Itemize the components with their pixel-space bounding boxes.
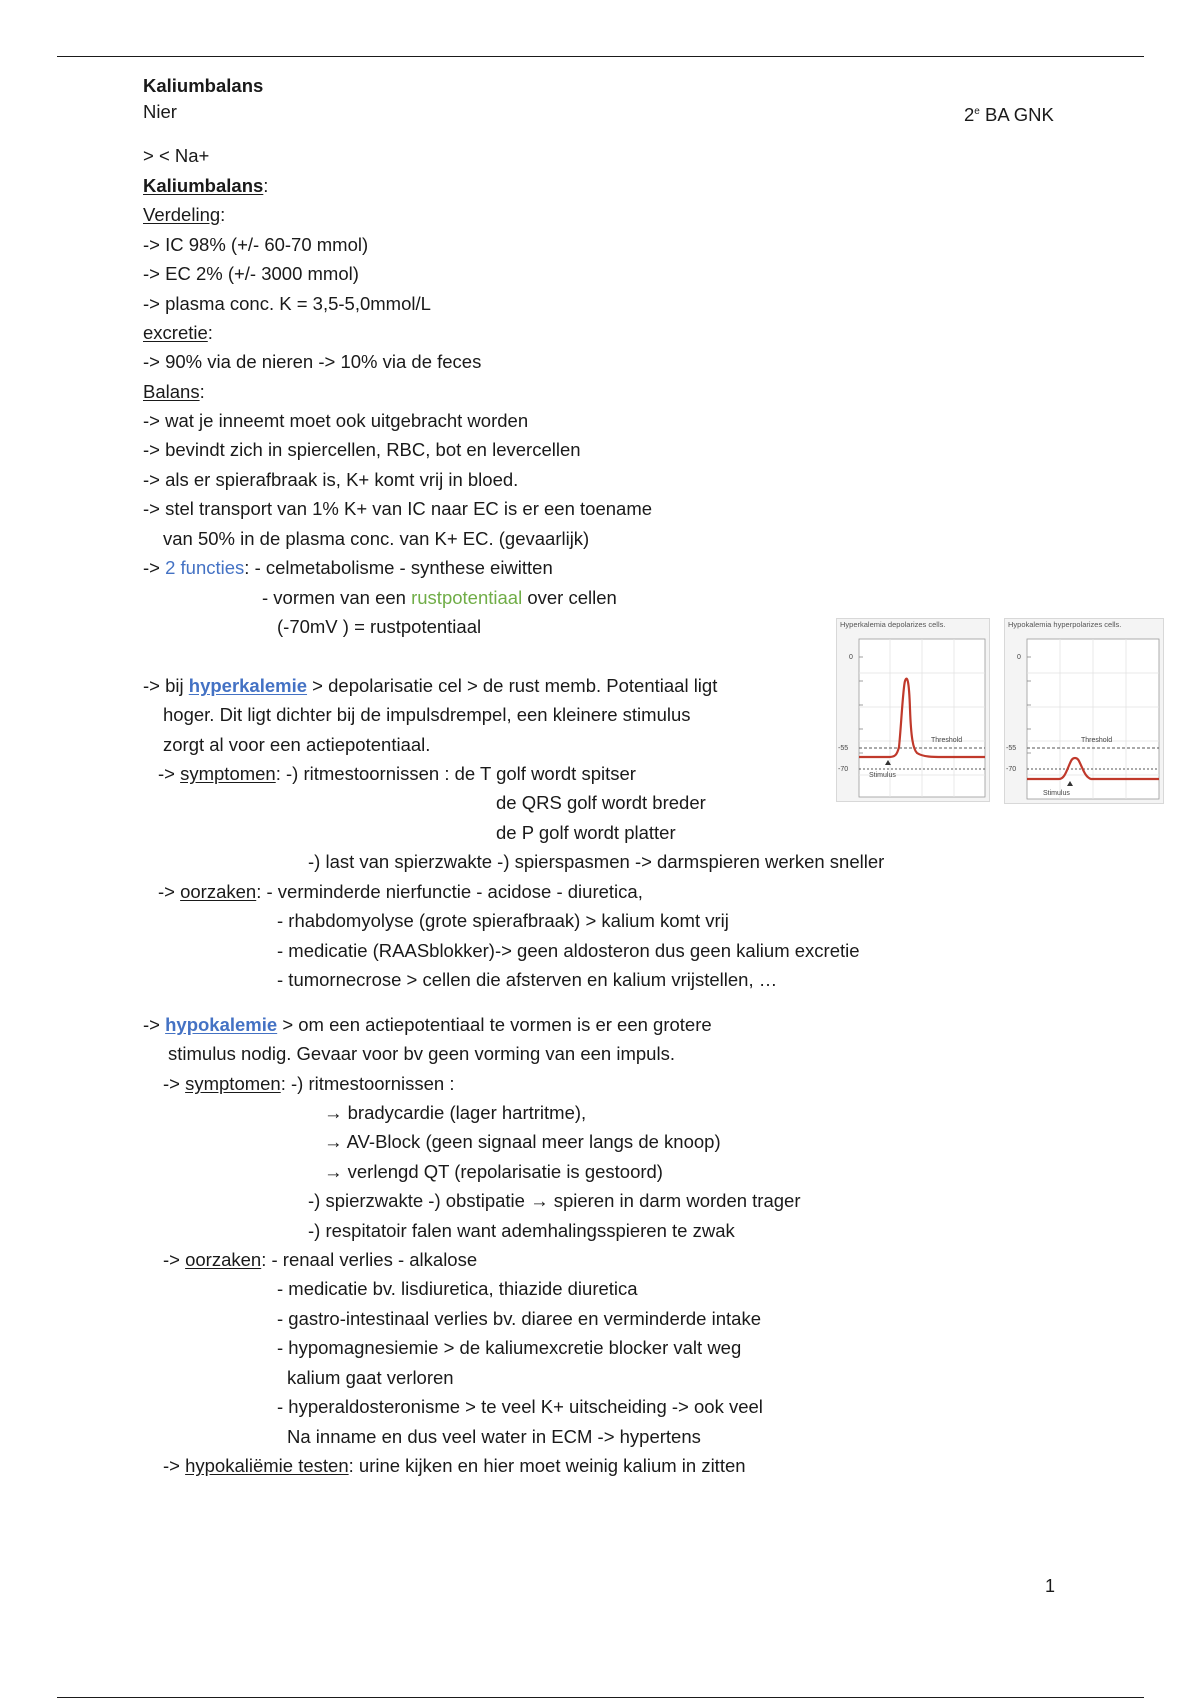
y-tick-70: -70	[838, 766, 849, 773]
heading-balans: Balans:	[143, 381, 205, 402]
page-number: 1	[1045, 1576, 1056, 1596]
hyperkalemia-graph	[837, 619, 989, 801]
hypo-symptomen-6: -) respitatoir falen want ademhalingsspieren te zwak	[308, 1220, 735, 1241]
hypo-oorzaken-1: -> oorzaken: - renaal verlies - alkalose	[163, 1249, 478, 1270]
line-balans-1: -> wat je inneemt moet ook uitgebracht worden	[143, 410, 529, 431]
hyper-symptomen-2: de QRS golf wordt breder	[496, 792, 706, 813]
figure-hypokalemia	[1004, 618, 1164, 804]
line-na: > < Na+	[143, 145, 210, 166]
hypo-symptomen-3: → AV-Block (geen signaal meer langs de knoop)	[324, 1131, 721, 1152]
stimulus-label: Stimulus	[869, 772, 896, 779]
line-functies: -> 2 functies: - celmetabolisme - synthese eiwitten	[143, 557, 553, 578]
hypo-oorzaken-7: Na inname en dus veel water in ECM -> hypertens	[287, 1426, 701, 1447]
hypo-line-2: stimulus nodig. Gevaar voor bv geen vorming van een impuls.	[168, 1043, 675, 1064]
hypo-line-1: -> hypokalemie > om een actiepotentiaal te vormen is er een grotere	[143, 1014, 712, 1035]
line-balans-5: van 50% in de plasma conc. van K+ EC. (gevaarlijk)	[163, 528, 590, 549]
line-balans-3: -> als er spierafbraak is, K+ komt vrij in bloed.	[143, 469, 519, 490]
hyperkalemie-link[interactable]: hyperkalemie	[188, 675, 308, 696]
y-tick-55: -55	[838, 745, 849, 752]
hypo-symptomen-2: → bradycardie (lager hartritme),	[324, 1102, 587, 1123]
threshold-label: Threshold	[1081, 737, 1113, 744]
doc-subtitle: Nier	[143, 101, 177, 122]
y-tick-0: 0	[849, 654, 853, 661]
graph-title: Hyperkalemia depolarizes cells.	[840, 620, 946, 629]
line-rustpotentiaal: - vormen van een rustpotentiaal over cellen	[262, 587, 617, 608]
hyper-oorzaken-3: - medicatie (RAASblokker)-> geen aldosteron dus geen kalium excretie	[277, 940, 860, 961]
hyper-symptomen-4: -) last van spierzwakte -) spierspasmen -> darmspieren werken sneller	[308, 851, 885, 872]
hypo-oorzaken-2: - medicatie bv. lisdiuretica, thiazide diuretica	[277, 1278, 638, 1299]
y-tick-0: 0	[1017, 654, 1021, 661]
doc-title: Kaliumbalans	[143, 75, 264, 96]
line-ic: -> IC 98% (+/- 60-70 mmol)	[143, 234, 369, 255]
hyper-symptomen-1: -> symptomen: -) ritmestoornissen : de T golf wordt spitser	[158, 763, 636, 784]
hypo-symptomen-5: -) spierzwakte -) obstipatie → spieren in darm worden trager	[308, 1190, 801, 1211]
figure-hyperkalemia	[836, 618, 990, 802]
footer-rule	[57, 1697, 1144, 1698]
hypokalemia-graph	[1005, 619, 1163, 803]
heading-verdeling: Verdeling:	[143, 204, 226, 225]
stimulus-label: Stimulus	[1043, 790, 1070, 797]
hyper-oorzaken-2: - rhabdomyolyse (grote spierafbraak) > kalium komt vrij	[277, 910, 729, 931]
hyper-line-2: hoger. Dit ligt dichter bij de impulsdrempel, een kleinere stimulus	[163, 704, 691, 725]
threshold-label: Threshold	[931, 737, 963, 744]
course-label: 2e BA GNK	[964, 104, 1054, 126]
line-excretie: -> 90% via de nieren -> 10% via de feces	[143, 351, 482, 372]
hypo-oorzaken-3: - gastro-intestinaal verlies bv. diaree en verminderde intake	[277, 1308, 761, 1329]
y-tick-70: -70	[1006, 766, 1017, 773]
hypo-oorzaken-4: - hypomagnesiemie > de kaliumexcretie blocker valt weg	[277, 1337, 742, 1358]
line-70mv: (-70mV ) = rustpotentiaal	[277, 616, 482, 637]
heading-kaliumbalans: Kaliumbalans:	[143, 175, 269, 196]
hypo-oorzaken-6: - hyperaldosteronisme > te veel K+ uitscheiding -> ook veel	[277, 1396, 763, 1417]
hypo-testen: -> hypokaliëmie testen: urine kijken en hier moet weinig kalium in zitten	[163, 1455, 746, 1476]
hyper-oorzaken-1: -> oorzaken: - verminderde nierfunctie - acidose - diuretica,	[158, 881, 643, 902]
hypo-oorzaken-5: kalium gaat verloren	[287, 1367, 454, 1388]
line-balans-4: -> stel transport van 1% K+ van IC naar EC is er een toename	[143, 498, 653, 519]
graph-title: Hypokalemia hyperpolarizes cells.	[1008, 620, 1122, 629]
line-balans-2: -> bevindt zich in spiercellen, RBC, bot en levercellen	[143, 439, 581, 460]
hypo-symptomen-4: → verlengd QT (repolarisatie is gestoord)	[324, 1161, 663, 1182]
hyper-symptomen-3: de P golf wordt platter	[496, 822, 676, 843]
header-rule	[57, 56, 1144, 57]
hypo-symptomen-1: -> symptomen: -) ritmestoornissen :	[163, 1073, 455, 1094]
y-tick-55: -55	[1006, 745, 1017, 752]
heading-excretie: excretie:	[143, 322, 213, 343]
line-plasma: -> plasma conc. K = 3,5-5,0mmol/L	[143, 293, 431, 314]
hyper-line-3: zorgt al voor een actiepotentiaal.	[163, 734, 431, 755]
hyper-oorzaken-4: - tumornecrose > cellen die afsterven en kalium vrijstellen, …	[277, 969, 778, 990]
hyper-line-1: -> bij hyperkalemie > depolarisatie cel > de rust memb. Potentiaal ligt	[143, 675, 718, 696]
line-ec: -> EC 2% (+/- 3000 mmol)	[143, 263, 359, 284]
hypokalemie-link[interactable]: hypokalemie	[165, 1014, 278, 1035]
